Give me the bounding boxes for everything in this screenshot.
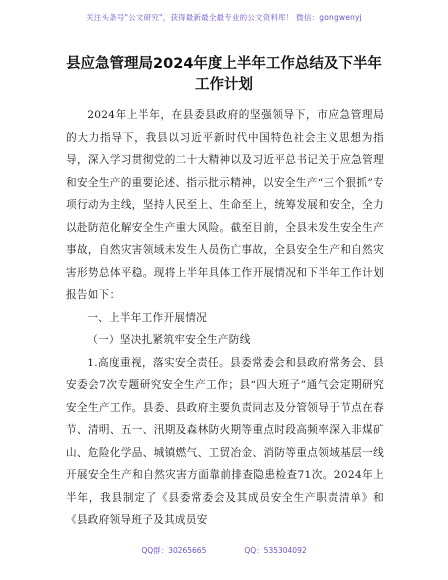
footer-banner [0,545,448,556]
qq-number: 535304092 [263,546,307,555]
header-banner: 关注头条号"公文研究"，获得最新最全最专业的公文资料库！ 微信：gongwenyj [86,13,362,22]
qq-group-label: QQ群： [141,546,169,555]
intro-paragraph: 2024年上半年，在县委县政府的坚强领导下，市应急管理局的大力指导下，我县以习近平新时代中国特色社会主义思想为指导，深入学习贯彻党的二十大精神以及习近平总书记关于应急管理和安全生产的重要论述、指示批示精神，以安全生产“三个狠抓”专项行动为主线，坚持人民至上、生命至上，统筹发展和安全，全力以赴防范化解安全生产重大风险。截至目前，全县未发生安全生产事故，自然灾害领域未发生人员伤亡事故，全县安全生产和自然灾害形势总体平稳。现将上半年具体工作开展情况和下半年工作计划报告如下： [66,109,384,301]
subsection-heading: （一）坚决扎紧筑牢安全生产防线 [87,334,251,346]
page-title: 县应急管理局2024年度上半年工作总结及下半年工作计划 [66,56,382,93]
qq-label: QQ： [244,546,264,555]
item-paragraph: 1.高度重视，落实安全责任。县委常委会和县政府常务会、县安委会7次专题研究安全生产工作；县“四大班子”通气会定期研究安全生产工作。县委、县政府主要负责同志及分管领导于节点在春节、清明、五一、汛期及森林防火期等重点时段高频率深入非煤矿山、危险化学品、城镇燃气、工贸冶金、消防等重点领域基层一线开展安全生产和自然灾害方面靠前排查隐患检查71次。2024年上半年，我县制定了《县委常委会及其成员安全生产职责清单》和《县政府领导班子及其成员安 [66,356,384,526]
section-heading: 一、上半年工作开展情况 [87,311,208,324]
document-body [66,104,384,532]
qq-group-number: 30265665 [168,546,207,555]
